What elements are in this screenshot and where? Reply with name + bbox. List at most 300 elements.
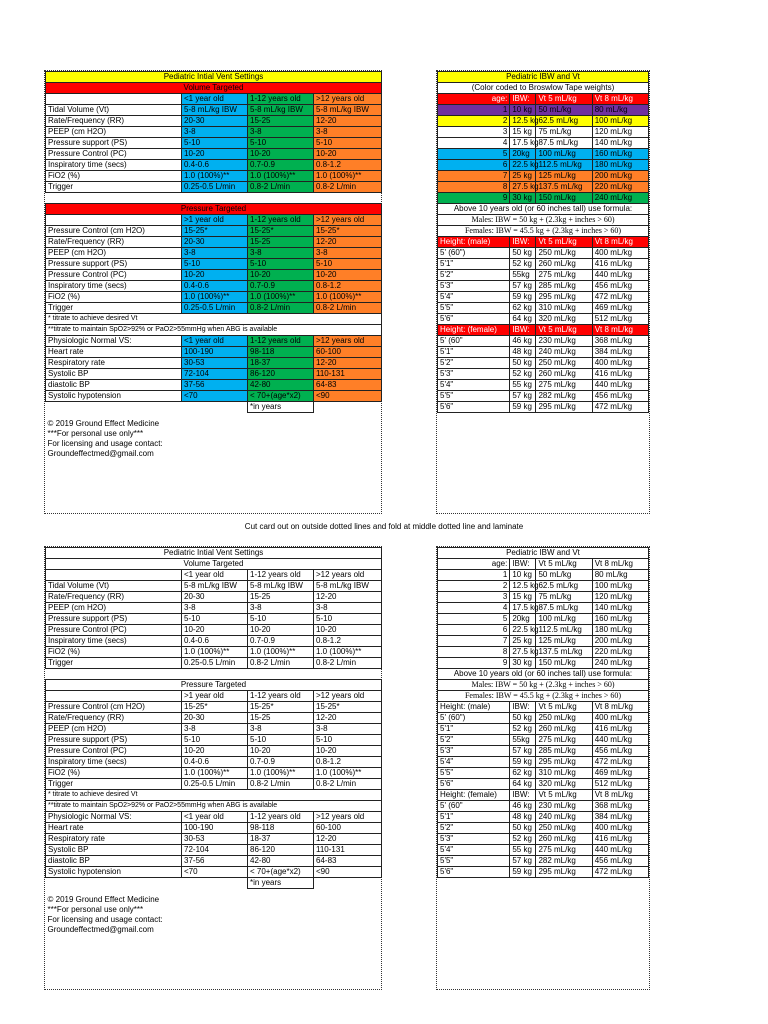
vent-card-plain: [44, 546, 382, 990]
female-cell: 472 mL/kg: [592, 402, 648, 413]
table-row: [46, 182, 382, 193]
value-cell: 64-83: [314, 856, 382, 867]
footer-row: [46, 419, 382, 429]
table-row: [438, 801, 649, 812]
female-cell: 416 mL/kg: [592, 369, 648, 380]
male-cell: 5'6": [438, 314, 510, 325]
value-cell: 15-25*: [314, 226, 382, 237]
value-cell: 5-8 mL/kg IBW: [248, 105, 314, 116]
male-cell: 5'1": [438, 259, 510, 270]
row-label: Trigger: [46, 303, 182, 314]
value-cell: < 70+(age*x2): [248, 391, 314, 402]
ibw-cell: 100 mL/kg: [592, 581, 648, 592]
footer-line: © 2019 Ground Effect Medicine: [47, 895, 160, 904]
value-cell: 0.8-2 L/min: [248, 303, 314, 314]
value-cell: 0.25-0.5 L/min: [182, 658, 248, 669]
female-cell: 368 mL/kg: [592, 801, 648, 812]
ibw-cell: 87.5 mL/kg: [536, 603, 592, 614]
footer-line: For licensing and usage contact:: [47, 439, 163, 448]
ibw-cell: 100 mL/kg: [536, 614, 592, 625]
ibw-cell: 4: [438, 603, 510, 614]
value-cell: 3-8: [248, 248, 314, 259]
value-cell: 72-104: [182, 369, 248, 380]
female-cell: 275 mL/kg: [536, 380, 592, 391]
value-cell: 5-10: [248, 259, 314, 270]
age-column-header: >12 years old: [314, 570, 382, 581]
ibw-table-plain: [437, 547, 649, 878]
value-cell: 0.7-0.9: [248, 636, 314, 647]
male-cell: 55kg: [510, 270, 536, 281]
row-label: Inspiratory time (secs): [46, 636, 182, 647]
ibw-cell: 220 mL/kg: [592, 182, 648, 193]
value-cell: 1.0 (100%)**: [248, 171, 314, 182]
female-cell: 368 mL/kg: [592, 336, 648, 347]
vs-title: Physiologic Normal VS:: [46, 812, 182, 823]
spacer: [46, 193, 382, 204]
table-row: [438, 658, 649, 669]
male-cell: 5'6": [438, 779, 510, 790]
ibw-cell: 12.5 kg: [510, 116, 536, 127]
table-row: [438, 812, 649, 823]
ibw-cell: 8: [438, 182, 510, 193]
value-cell: 3-8: [314, 127, 382, 138]
value-cell: 60-100: [314, 823, 382, 834]
formula-row: [438, 204, 649, 215]
table-row: [46, 270, 382, 281]
pressure-targeted-title: Pressure Targeted: [46, 204, 382, 215]
section-row: [46, 204, 382, 215]
male-cell: 310 mL/kg: [536, 768, 592, 779]
value-cell: 10-20: [248, 625, 314, 636]
ibw-cell: 30 kg: [510, 193, 536, 204]
footer-line: ***For personal use only***: [47, 429, 144, 438]
male-column-header: Vt 8 mL/kg: [592, 702, 648, 713]
value-cell: 0.8-2 L/min: [314, 779, 382, 790]
value-cell: 0.8-2 L/min: [248, 182, 314, 193]
ibw-cell: 180 mL/kg: [592, 160, 648, 171]
ibw-cell: 10 kg: [510, 105, 536, 116]
column-header-row: [438, 790, 649, 801]
female-cell: 5'5": [438, 856, 510, 867]
note-row: [46, 790, 382, 801]
table-row: [438, 259, 649, 270]
table-row: [438, 358, 649, 369]
spacer-row: [46, 669, 382, 680]
table-row: [46, 603, 382, 614]
row-label: Respiratory rate: [46, 834, 182, 845]
table-row: [438, 314, 649, 325]
value-cell: 98-118: [248, 347, 314, 358]
ibw-cell: 3: [438, 127, 510, 138]
column-header-row: [438, 325, 649, 336]
volume-targeted-title: Volume Targeted: [46, 559, 382, 570]
ibw-cell: 4: [438, 138, 510, 149]
value-cell: 0.8-1.2: [314, 160, 382, 171]
female-cell: 384 mL/kg: [592, 347, 648, 358]
value-cell: 0.8-1.2: [314, 757, 382, 768]
pressure-targeted-title: Pressure Targeted: [46, 680, 382, 691]
female-cell: 250 mL/kg: [536, 358, 592, 369]
male-cell: 5'2": [438, 270, 510, 281]
ibw-column-header: Vt 5 mL/kg: [536, 94, 592, 105]
row-label: Inspiratory time (secs): [46, 281, 182, 292]
table-row: [46, 259, 382, 270]
age-column-header: <1 year old: [182, 336, 248, 347]
ibw-cell: 125 mL/kg: [536, 636, 592, 647]
value-cell: 64-83: [314, 380, 382, 391]
row-label: Pressure Control (PC): [46, 746, 182, 757]
above-10-note: Above 10 years old (or 60 inches tall) use formula:: [438, 204, 649, 215]
value-cell: 10-20: [182, 746, 248, 757]
table-row: [438, 160, 649, 171]
age-column-header: 1-12 years old: [248, 691, 314, 702]
vent-title: Pediatric Intial Vent Settings: [46, 548, 382, 559]
female-column-header: Vt 8 mL/kg: [592, 325, 648, 336]
table-row: [46, 105, 382, 116]
footer-row: [46, 905, 382, 915]
value-cell: 10-20: [314, 625, 382, 636]
value-cell: 0.4-0.6: [182, 281, 248, 292]
value-cell: 0.25-0.5 L/min: [182, 182, 248, 193]
table-row: [46, 248, 382, 259]
female-cell: 55 kg: [510, 380, 536, 391]
table-row: [438, 402, 649, 413]
value-cell: 0.7-0.9: [248, 281, 314, 292]
column-header-row: [438, 559, 649, 570]
table-row: [438, 336, 649, 347]
female-column-header: Vt 8 mL/kg: [592, 790, 648, 801]
female-cell: 250 mL/kg: [536, 823, 592, 834]
value-cell: 5-8 mL/kg IBW: [248, 581, 314, 592]
male-cell: 52 kg: [510, 724, 536, 735]
male-cell: 295 mL/kg: [536, 757, 592, 768]
ibw-title: Pediatric IBW and Vt: [438, 72, 649, 83]
value-cell: 10-20: [182, 270, 248, 281]
footer-row: [46, 895, 382, 905]
male-cell: 512 mL/kg: [592, 779, 648, 790]
age-column-header: >1 year old: [182, 691, 248, 702]
ibw-cell: 22.5 kg: [510, 625, 536, 636]
table-row: [438, 270, 649, 281]
vent-table-plain: [45, 547, 382, 935]
column-header-row: [46, 215, 382, 226]
table-row: [46, 303, 382, 314]
value-cell: 1.0 (100%)**: [182, 292, 248, 303]
table-row: [438, 248, 649, 259]
row-label: FiO2 (%): [46, 292, 182, 303]
value-cell: 10-20: [248, 746, 314, 757]
blank-cell: [314, 878, 382, 889]
female-cell: 456 mL/kg: [592, 391, 648, 402]
value-cell: 100-190: [182, 823, 248, 834]
value-cell: 60-100: [314, 347, 382, 358]
row-label: Systolic hypotension: [46, 391, 182, 402]
table-row: [46, 647, 382, 658]
value-cell: 3-8: [248, 603, 314, 614]
value-cell: 1.0 (100%)**: [314, 292, 382, 303]
title-row: [46, 548, 382, 559]
ibw-cell: 15 kg: [510, 592, 536, 603]
female-cell: 416 mL/kg: [592, 834, 648, 845]
in-years-note: *in years: [248, 402, 314, 413]
male-cell: 5'3": [438, 746, 510, 757]
ibw-cell: 160 mL/kg: [592, 614, 648, 625]
male-cell: 260 mL/kg: [536, 259, 592, 270]
table-row: [438, 614, 649, 625]
value-cell: 100-190: [182, 347, 248, 358]
value-cell: 12-20: [314, 237, 382, 248]
value-cell: 72-104: [182, 845, 248, 856]
male-cell: 5'1": [438, 724, 510, 735]
table-row: [46, 834, 382, 845]
value-cell: 12-20: [314, 592, 382, 603]
male-cell: 5' (60"): [438, 248, 510, 259]
table-row: [438, 724, 649, 735]
ibw-column-header: Vt 5 mL/kg: [536, 559, 592, 570]
ibw-cell: 2: [438, 116, 510, 127]
table-row: [46, 292, 382, 303]
value-cell: 1.0 (100%)**: [314, 768, 382, 779]
row-label: PEEP (cm H2O): [46, 248, 182, 259]
female-cell: 59 kg: [510, 402, 536, 413]
value-cell: 20-30: [182, 592, 248, 603]
table-row: [438, 647, 649, 658]
value-cell: 0.8-2 L/min: [248, 658, 314, 669]
blank-cell: [46, 215, 182, 226]
title-row: [438, 72, 649, 83]
ibw-cell: 62.5 mL/kg: [536, 581, 592, 592]
row-label: FiO2 (%): [46, 768, 182, 779]
table-row: [438, 138, 649, 149]
female-cell: 260 mL/kg: [536, 369, 592, 380]
ibw-column-header: age:: [438, 94, 510, 105]
note-row: [46, 325, 382, 336]
male-cell: 285 mL/kg: [536, 281, 592, 292]
table-row: [46, 160, 382, 171]
table-row: [46, 746, 382, 757]
table-row: [46, 702, 382, 713]
female-cell: 48 kg: [510, 347, 536, 358]
male-cell: 57 kg: [510, 281, 536, 292]
row-label: PEEP (cm H2O): [46, 127, 182, 138]
value-cell: 5-10: [248, 138, 314, 149]
column-header-row: [438, 94, 649, 105]
note-row: [46, 314, 382, 325]
ibw-cell: 112.5 mL/kg: [536, 160, 592, 171]
footer-row: [46, 915, 382, 925]
row-label: diastolic BP: [46, 856, 182, 867]
male-cell: 260 mL/kg: [536, 724, 592, 735]
male-cell: 469 mL/kg: [592, 768, 648, 779]
row-label: Pressure support (PS): [46, 614, 182, 625]
male-cell: 50 kg: [510, 713, 536, 724]
footer-line: Groundeffectmed@gmail.com: [47, 925, 154, 934]
male-cell: 250 mL/kg: [536, 248, 592, 259]
value-cell: 0.7-0.9: [248, 160, 314, 171]
table-row: [438, 713, 649, 724]
value-cell: <90: [314, 867, 382, 878]
female-cell: 57 kg: [510, 391, 536, 402]
table-row: [438, 823, 649, 834]
row-label: Tidal Volume (Vt): [46, 105, 182, 116]
female-cell: 282 mL/kg: [536, 391, 592, 402]
ibw-cell: 75 mL/kg: [536, 127, 592, 138]
value-cell: 86-120: [248, 845, 314, 856]
male-cell: 512 mL/kg: [592, 314, 648, 325]
blank-cell: [46, 94, 182, 105]
value-cell: 0.25-0.5 L/min: [182, 779, 248, 790]
row-label: Pressure Control (cm H2O): [46, 226, 182, 237]
male-cell: 5'4": [438, 757, 510, 768]
age-column-header: >1 year old: [182, 215, 248, 226]
male-cell: 59 kg: [510, 757, 536, 768]
note-titrate-vt: * titrate to achieve desired Vt: [46, 314, 382, 325]
value-cell: 86-120: [248, 369, 314, 380]
male-cell: 400 mL/kg: [592, 248, 648, 259]
ibw-cell: 15 kg: [510, 127, 536, 138]
note-titrate-spo2: **titrate to maintain SpO2>92% or PaO2>55mmHg when ABG is available: [46, 325, 382, 336]
section-row: [46, 680, 382, 691]
ibw-cell: 7: [438, 171, 510, 182]
column-header-row: [46, 691, 382, 702]
ibw-cell: 1: [438, 105, 510, 116]
male-cell: 64 kg: [510, 779, 536, 790]
value-cell: 0.7-0.9: [248, 757, 314, 768]
female-cell: 384 mL/kg: [592, 812, 648, 823]
table-row: [438, 303, 649, 314]
value-cell: 0.4-0.6: [182, 160, 248, 171]
value-cell: 20-30: [182, 713, 248, 724]
male-column-header: Vt 8 mL/kg: [592, 237, 648, 248]
value-cell: 10-20: [182, 625, 248, 636]
ibw-cell: 140 mL/kg: [592, 603, 648, 614]
table-row: [438, 347, 649, 358]
value-cell: 18-37: [248, 358, 314, 369]
value-cell: 10-20: [314, 270, 382, 281]
ibw-cell: 137.5 mL/kg: [536, 647, 592, 658]
value-cell: 5-8 mL/kg IBW: [314, 105, 382, 116]
female-cell: 295 mL/kg: [536, 402, 592, 413]
vs-title: Physiologic Normal VS:: [46, 336, 182, 347]
female-cell: 5'1": [438, 347, 510, 358]
females-formula: Females: IBW = 45.5 kg + (2.3kg + inches > 60): [438, 691, 649, 702]
male-cell: 275 mL/kg: [536, 270, 592, 281]
value-cell: 3-8: [248, 724, 314, 735]
ibw-cell: 100 mL/kg: [592, 116, 648, 127]
female-column-header: Vt 5 mL/kg: [536, 325, 592, 336]
blank-cell: [314, 402, 382, 413]
value-cell: 15-25: [248, 237, 314, 248]
value-cell: 3-8: [314, 248, 382, 259]
female-column-header: IBW:: [510, 790, 536, 801]
male-cell: 456 mL/kg: [592, 746, 648, 757]
female-cell: 5'6": [438, 867, 510, 878]
value-cell: 12-20: [314, 116, 382, 127]
male-cell: 50 kg: [510, 248, 536, 259]
ibw-column-header: Vt 8 mL/kg: [592, 94, 648, 105]
value-cell: 15-25: [248, 592, 314, 603]
row-label: Rate/Frequency (RR): [46, 237, 182, 248]
female-cell: 5'1": [438, 812, 510, 823]
table-row: [438, 380, 649, 391]
section-row: [46, 559, 382, 570]
ibw-cell: 1: [438, 570, 510, 581]
column-header-row: [46, 94, 382, 105]
table-row: [46, 281, 382, 292]
ibw-cell: 9: [438, 658, 510, 669]
table-row: [46, 845, 382, 856]
section-row: [46, 83, 382, 94]
row-label: diastolic BP: [46, 380, 182, 391]
column-header-row: [46, 812, 382, 823]
female-cell: 5'6": [438, 402, 510, 413]
footer-line: Groundeffectmed@gmail.com: [47, 449, 154, 458]
table-row: [438, 735, 649, 746]
value-cell: 3-8: [314, 603, 382, 614]
male-cell: 5'3": [438, 281, 510, 292]
footer-line: © 2019 Ground Effect Medicine: [47, 419, 160, 428]
ibw-cell: 75 mL/kg: [536, 592, 592, 603]
formula-row: [438, 669, 649, 680]
table-row: [438, 768, 649, 779]
ibw-cell: 8: [438, 647, 510, 658]
age-column-header: 1-12 years old: [248, 215, 314, 226]
female-column-header: Height: (female): [438, 790, 510, 801]
ibw-column-header: Vt 8 mL/kg: [592, 559, 648, 570]
females-formula: Females: IBW = 45.5 kg + (2.3kg + inches > 60): [438, 226, 649, 237]
male-cell: 456 mL/kg: [592, 281, 648, 292]
male-cell: 472 mL/kg: [592, 757, 648, 768]
male-cell: 469 mL/kg: [592, 303, 648, 314]
row-label: Systolic BP: [46, 369, 182, 380]
female-cell: 52 kg: [510, 369, 536, 380]
ibw-cell: 50 mL/kg: [536, 570, 592, 581]
female-cell: 59 kg: [510, 867, 536, 878]
female-column-header: IBW:: [510, 325, 536, 336]
male-column-header: IBW:: [510, 237, 536, 248]
row-label: Pressure Control (cm H2O): [46, 702, 182, 713]
table-row: [438, 570, 649, 581]
ibw-cell: 7: [438, 636, 510, 647]
age-column-header: >12 years old: [314, 336, 382, 347]
female-cell: 282 mL/kg: [536, 856, 592, 867]
male-cell: 5'5": [438, 768, 510, 779]
table-row: [46, 581, 382, 592]
male-column-header: Vt 5 mL/kg: [536, 237, 592, 248]
female-column-header: Height: (female): [438, 325, 510, 336]
table-row: [438, 779, 649, 790]
male-cell: 5'5": [438, 303, 510, 314]
male-cell: 440 mL/kg: [592, 735, 648, 746]
age-column-header: <1 year old: [182, 94, 248, 105]
table-row: [46, 658, 382, 669]
value-cell: 15-25: [248, 116, 314, 127]
value-cell: 1.0 (100%)**: [248, 292, 314, 303]
table-row: [438, 625, 649, 636]
ibw-cell: 6: [438, 625, 510, 636]
value-cell: < 70+(age*x2): [248, 867, 314, 878]
value-cell: 1.0 (100%)**: [182, 171, 248, 182]
formula-row: [438, 680, 649, 691]
female-cell: 472 mL/kg: [592, 867, 648, 878]
female-cell: 5' (60": [438, 336, 510, 347]
table-row: [438, 171, 649, 182]
value-cell: 5-10: [182, 259, 248, 270]
table-row: [438, 105, 649, 116]
value-cell: 10-20: [182, 149, 248, 160]
footer-row: [46, 925, 382, 935]
value-cell: 5-10: [314, 614, 382, 625]
